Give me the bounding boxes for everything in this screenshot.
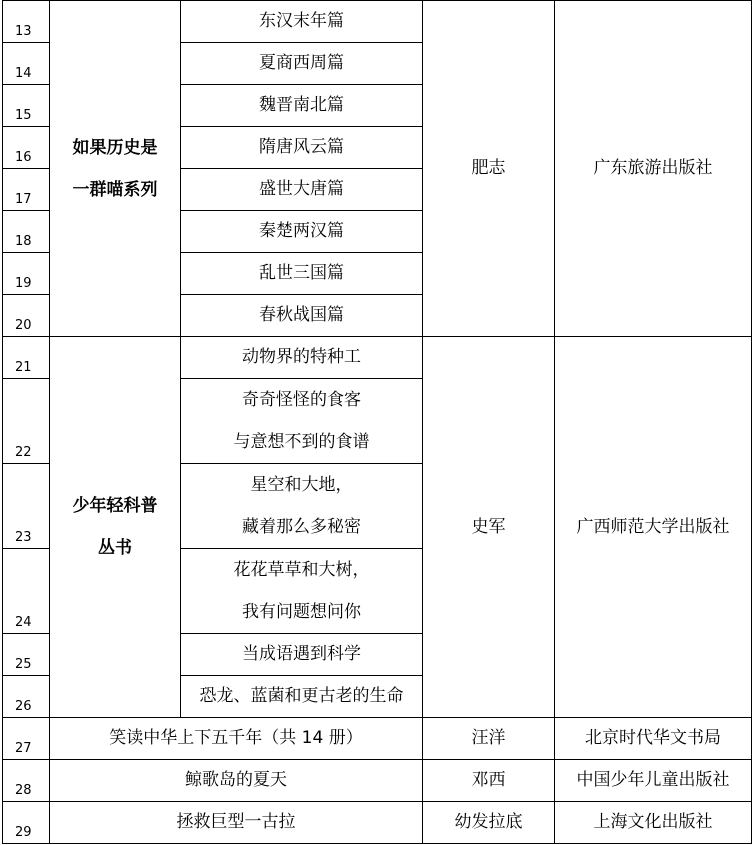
author: 史军 xyxy=(423,337,555,718)
book-title-line: 星空和大地， xyxy=(250,475,353,495)
book-title xyxy=(181,464,423,549)
series-name xyxy=(50,337,181,718)
book-title: 恐龙、蓝菌和更古老的生命 xyxy=(181,676,423,718)
book-title-line: 花花草草和大树， xyxy=(233,560,370,580)
book-title: 东汉末年篇 xyxy=(181,1,423,43)
table-row xyxy=(3,337,752,379)
series-name-line: 如果历史是 xyxy=(72,137,158,158)
book-title xyxy=(181,549,423,634)
book-title: 隋唐风云篇 xyxy=(181,127,423,169)
publisher: 广西师范大学出版社 xyxy=(555,337,752,718)
row-number: 16 xyxy=(3,127,50,169)
book-title: 春秋战国篇 xyxy=(181,295,423,337)
row-number: 27 xyxy=(3,718,50,760)
row-number: 29 xyxy=(3,802,50,844)
book-title: 夏商西周篇 xyxy=(181,43,423,85)
author: 邓西 xyxy=(423,760,555,802)
row-number: 26 xyxy=(3,676,50,718)
book-title: 盛世大唐篇 xyxy=(181,169,423,211)
row-number: 19 xyxy=(3,253,50,295)
book-title-line: 藏着那么多秘密 xyxy=(242,517,361,537)
row-number: 18 xyxy=(3,211,50,253)
publisher: 中国少年儿童出版社 xyxy=(555,760,752,802)
publisher: 广东旅游出版社 xyxy=(555,1,752,337)
series-name xyxy=(50,1,181,337)
book-title: 笑读中华上下五千年（共 14 册） xyxy=(50,718,423,760)
book-title-line: 与意想不到的食谱 xyxy=(233,432,370,452)
author: 幼发拉底 xyxy=(423,802,555,844)
table-row xyxy=(3,760,752,802)
row-number: 20 xyxy=(3,295,50,337)
row-number: 14 xyxy=(3,43,50,85)
row-number: 25 xyxy=(3,634,50,676)
publisher: 上海文化出版社 xyxy=(555,802,752,844)
row-number: 15 xyxy=(3,85,50,127)
author: 汪洋 xyxy=(423,718,555,760)
row-number: 24 xyxy=(3,549,50,634)
book-title-line: 奇奇怪怪的食客 xyxy=(242,390,361,410)
book-title: 当成语遇到科学 xyxy=(181,634,423,676)
row-number: 23 xyxy=(3,464,50,549)
book-title-line: 我有问题想问你 xyxy=(242,602,361,622)
series-name-line: 少年轻科普 xyxy=(72,496,158,516)
book-title: 动物界的特种工 xyxy=(181,337,423,379)
book-title: 魏晋南北篇 xyxy=(181,85,423,127)
series-name-line: 丛书 xyxy=(98,538,132,558)
book-list-table xyxy=(2,0,752,844)
book-title: 秦楚两汉篇 xyxy=(181,211,423,253)
book-title xyxy=(181,379,423,464)
author: 肥志 xyxy=(423,1,555,337)
row-number: 22 xyxy=(3,379,50,464)
row-number: 17 xyxy=(3,169,50,211)
row-number: 28 xyxy=(3,760,50,802)
publisher: 北京时代华文书局 xyxy=(555,718,752,760)
book-title: 乱世三国篇 xyxy=(181,253,423,295)
row-number: 21 xyxy=(3,337,50,379)
book-title: 拯救巨型一古拉 xyxy=(50,802,423,844)
table-row xyxy=(3,718,752,760)
row-number: 13 xyxy=(3,1,50,43)
series-name-line: 一群喵系列 xyxy=(72,179,158,200)
table-row xyxy=(3,1,752,43)
table-row xyxy=(3,802,752,844)
book-title: 鲸歌岛的夏天 xyxy=(50,760,423,802)
